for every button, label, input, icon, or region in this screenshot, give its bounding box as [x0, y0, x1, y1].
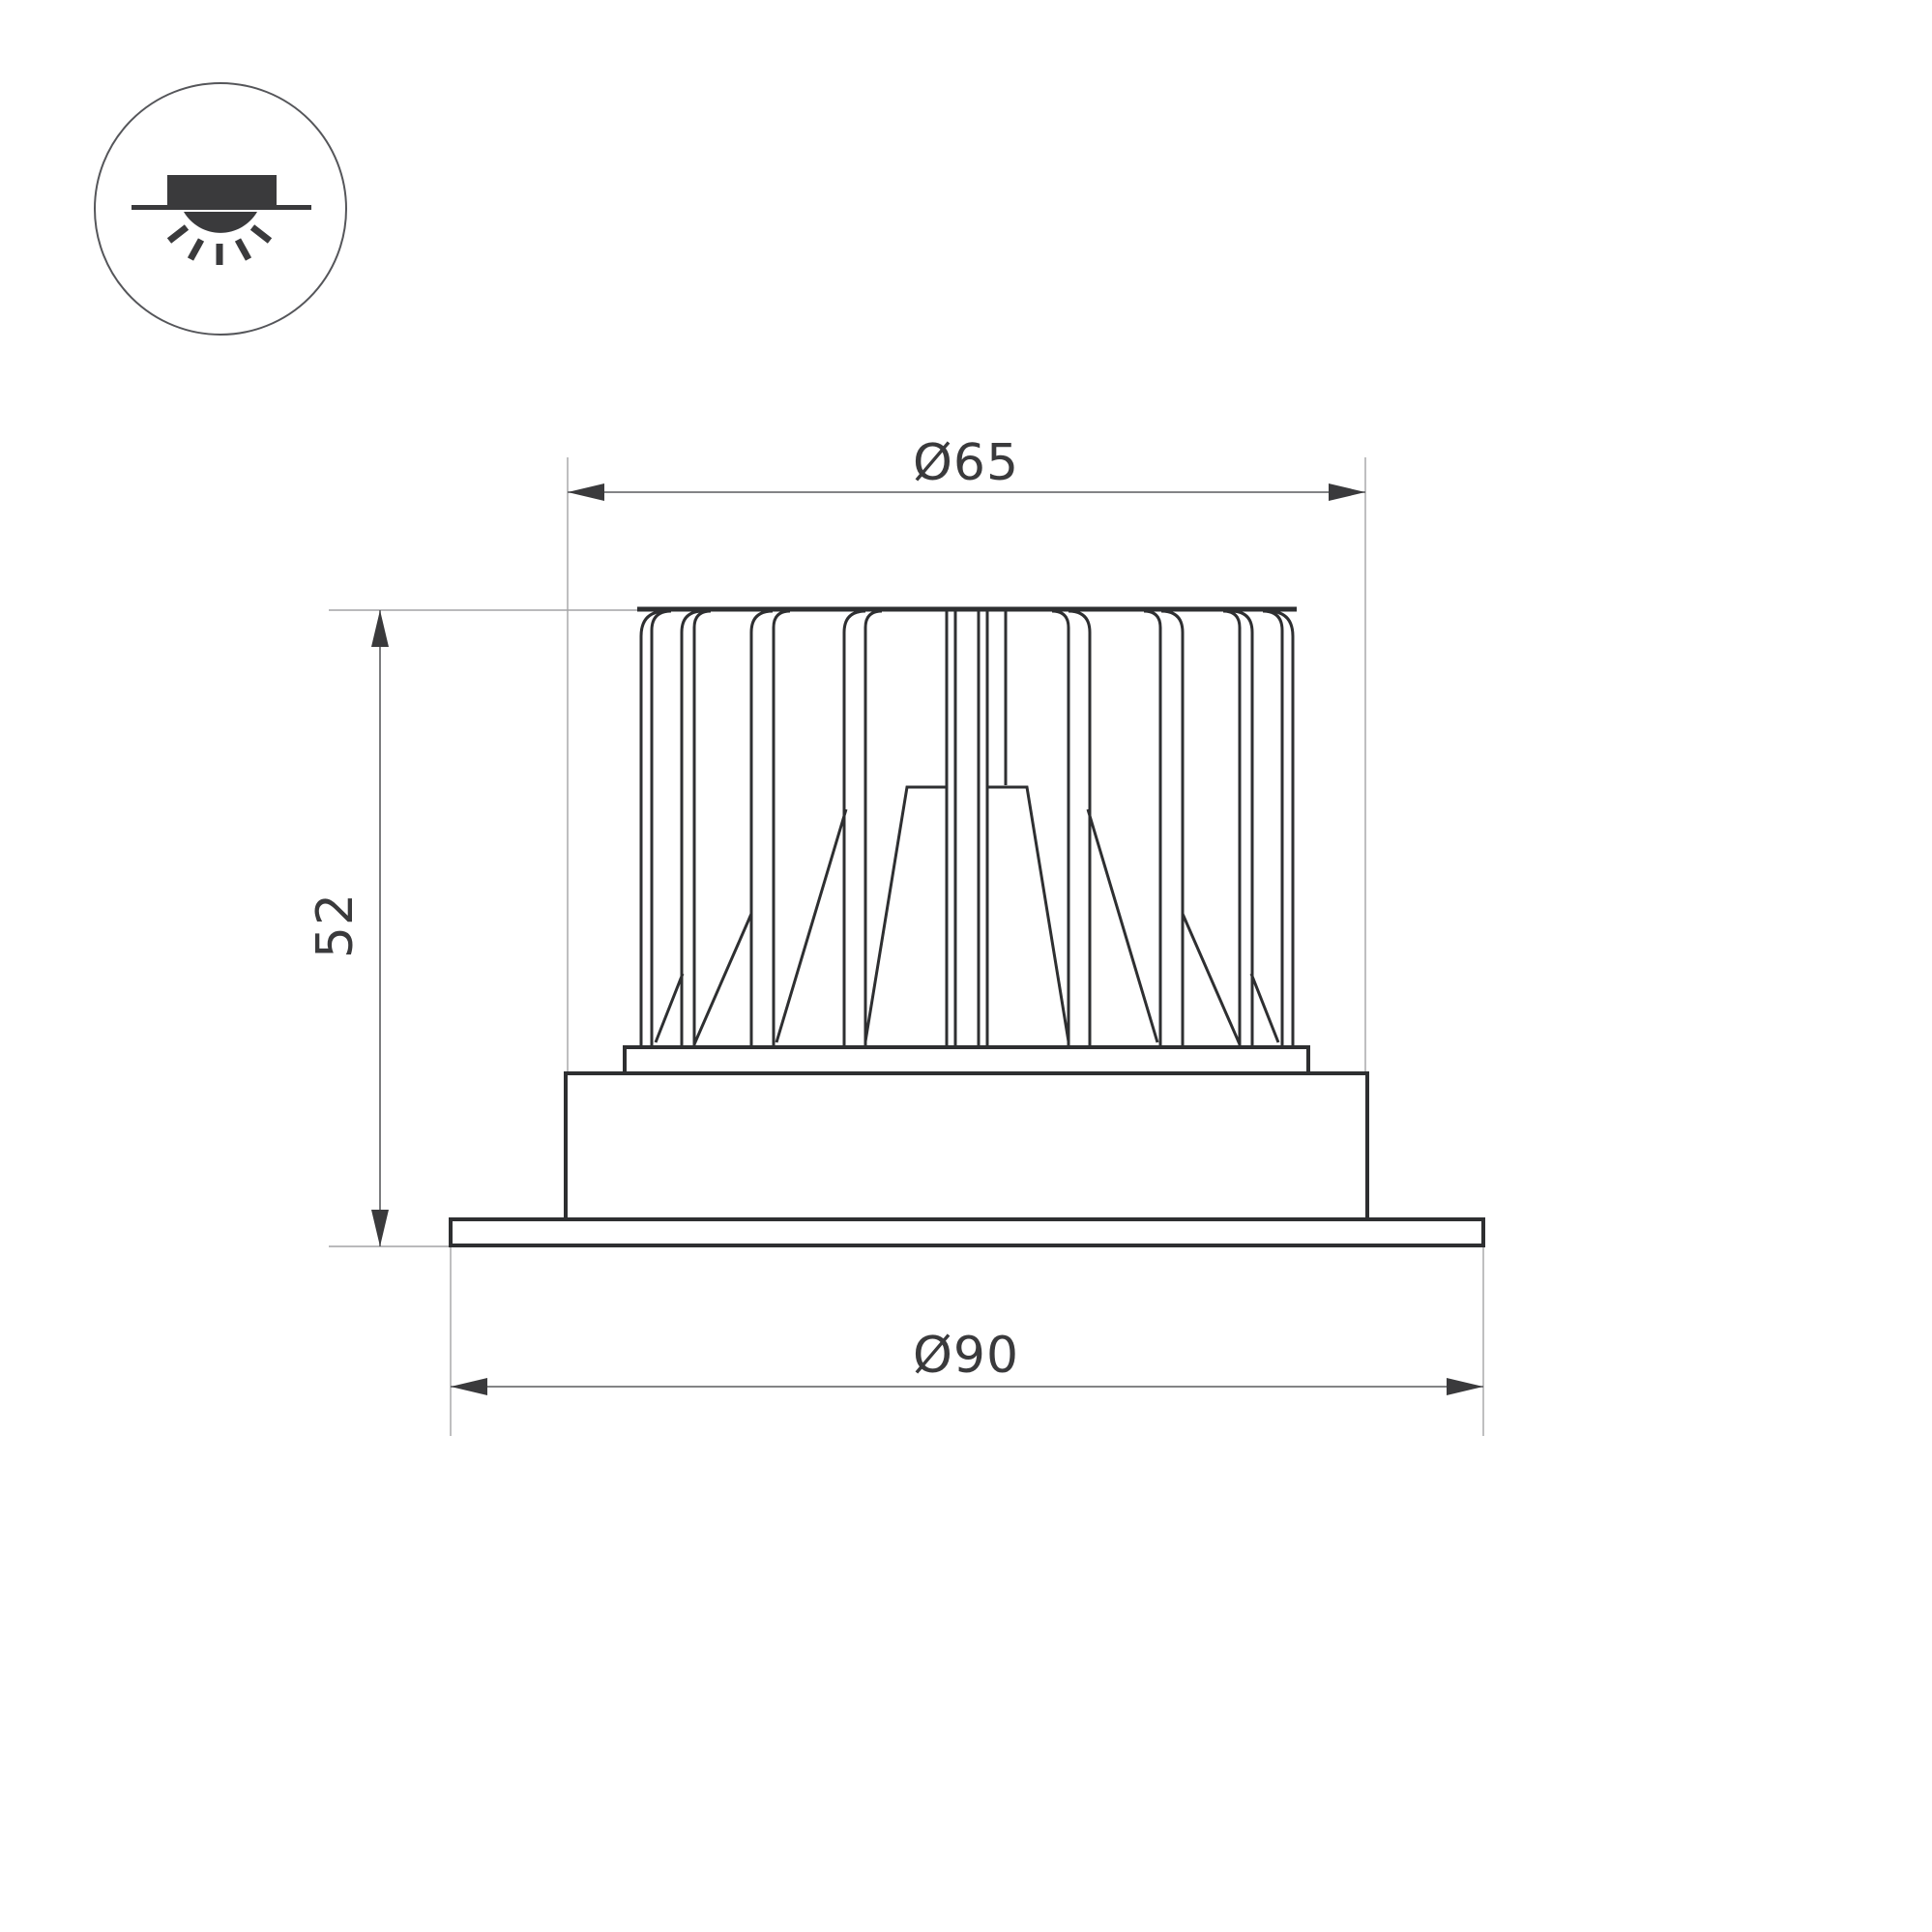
arrowhead-right	[1329, 483, 1365, 501]
fin-line	[1268, 611, 1293, 1047]
fin-line	[865, 611, 882, 1047]
heatsink-center-fins	[947, 610, 1006, 1047]
cone-silhouette-segment	[1251, 974, 1278, 1042]
arrowhead-top	[371, 610, 389, 647]
dimension-height	[307, 610, 637, 1246]
cone-silhouette-segment	[776, 809, 846, 1042]
arrowhead-bottom	[371, 1210, 389, 1246]
arrowhead-right	[1447, 1378, 1483, 1395]
fin-line	[682, 611, 703, 1047]
icon-housing-box	[167, 175, 277, 205]
fin-line	[652, 611, 671, 1047]
heatsink-base-plate	[625, 1047, 1308, 1073]
fin-line	[1263, 611, 1282, 1047]
cone-silhouette-segment	[694, 914, 751, 1044]
heatsink-fins-right	[1052, 611, 1293, 1047]
cone-edge-left	[865, 787, 947, 1041]
fin-line	[1223, 611, 1240, 1047]
fin-line	[1144, 611, 1160, 1047]
fin-line	[1231, 611, 1252, 1047]
dimension-flange-diameter	[451, 1247, 1483, 1436]
dimension-label-top-diameter: Ø65	[912, 434, 1020, 492]
heatsink-fins-left	[641, 611, 882, 1047]
dimension-top-diameter	[568, 434, 1365, 1071]
dimension-label-height: 52	[307, 892, 365, 959]
arrowhead-left	[451, 1378, 487, 1395]
cone-silhouette-segment	[1088, 809, 1157, 1042]
cone-edge-right	[987, 787, 1068, 1041]
fin-line	[751, 611, 773, 1047]
downlight-front-view	[451, 609, 1483, 1245]
trim-flange	[451, 1219, 1483, 1245]
fin-line	[1161, 611, 1183, 1047]
lamp-body	[566, 1073, 1367, 1219]
fin-line	[1052, 611, 1068, 1047]
cone-silhouette-segment	[1183, 914, 1240, 1044]
cone-silhouette-segment	[656, 974, 683, 1042]
recessed-downlight-icon	[95, 83, 346, 335]
fin-line	[844, 611, 865, 1047]
fin-line	[774, 611, 790, 1047]
fin-line	[694, 611, 711, 1047]
dimension-label-flange-diameter: Ø90	[912, 1327, 1020, 1385]
arrowhead-left	[568, 483, 604, 501]
reflector-cone	[656, 787, 1278, 1044]
fin-line	[1068, 611, 1090, 1047]
fin-line	[641, 611, 666, 1047]
